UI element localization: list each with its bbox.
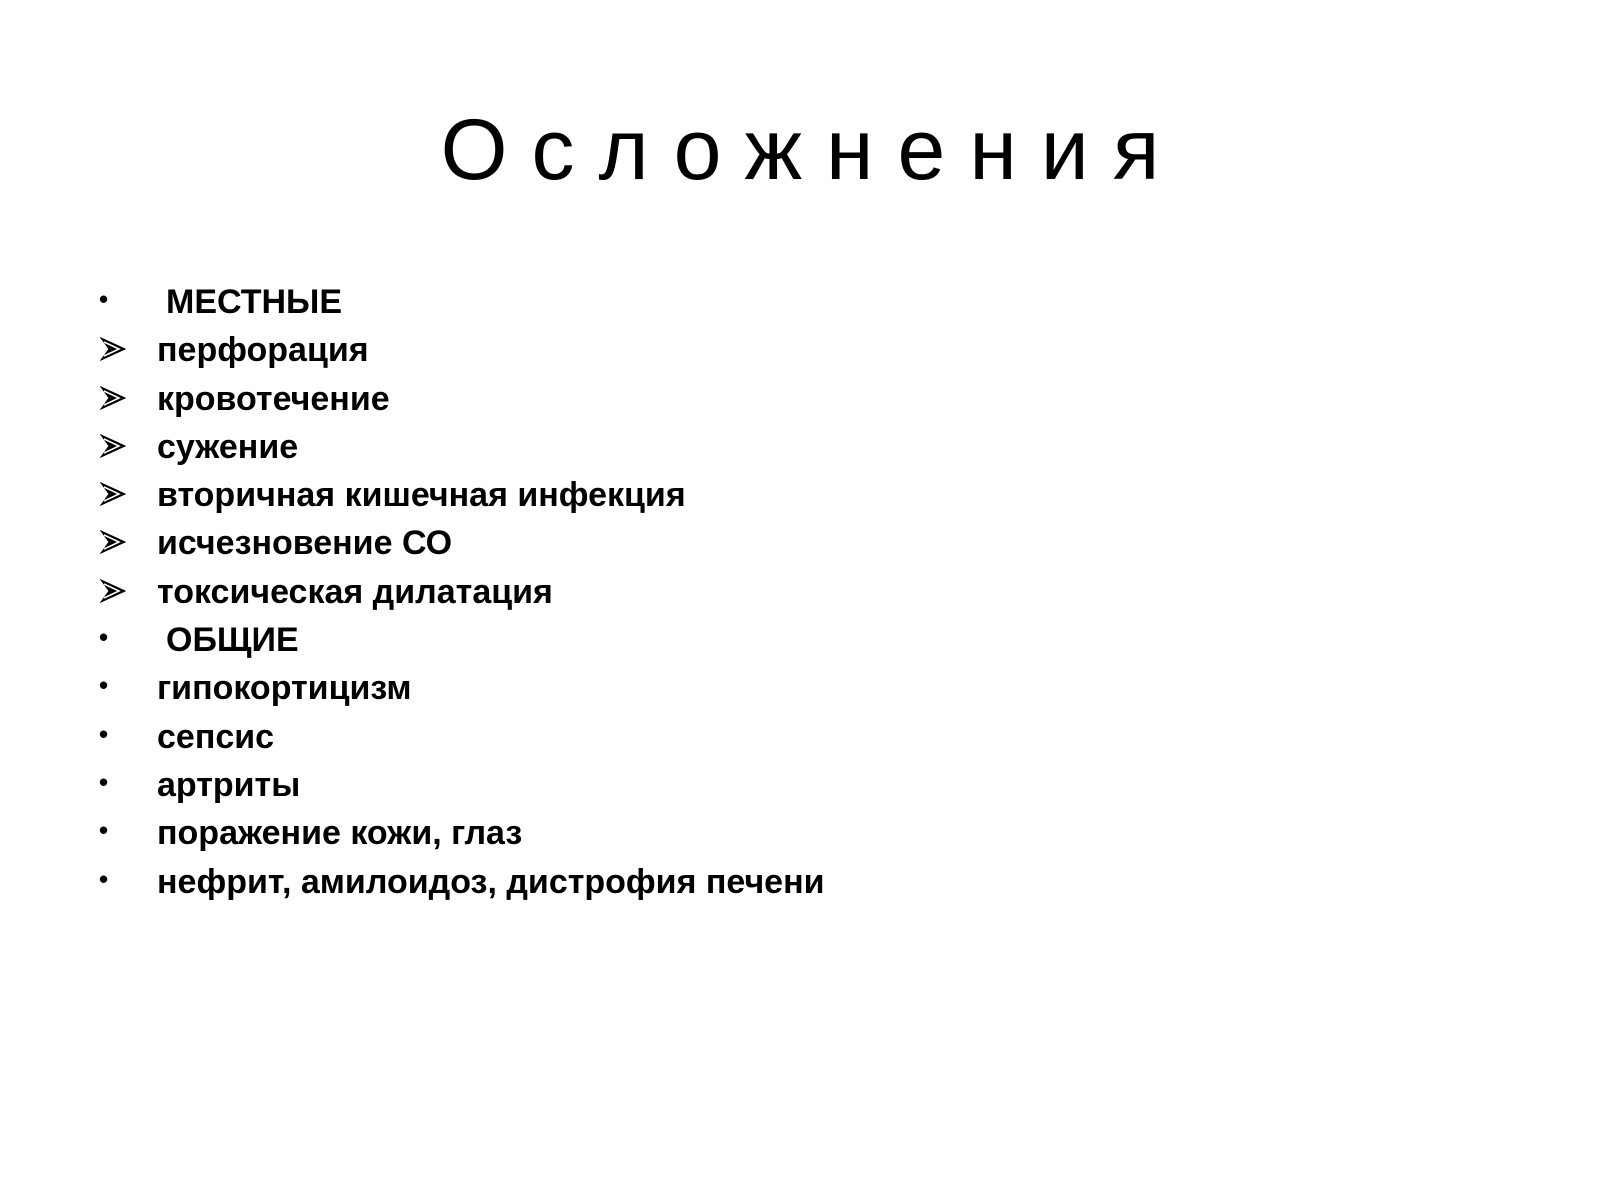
item-text: вторичная кишечная инфекция [157,476,686,515]
item-text: токсическая дилатация [157,572,553,611]
item-text: сужение [157,427,299,466]
section-heading: ОБЩИЕ [166,621,299,660]
item-text: перфорация [157,331,369,370]
item-text: артриты [157,765,301,804]
item-text: нефрит, амилоидоз, дистрофия печени [157,862,825,901]
dot-bullet-icon: • [99,622,109,653]
dot-bullet-icon: • [99,863,109,894]
item-text: поражение кожи, глаз [157,814,523,853]
dot-bullet-icon: • [99,815,109,846]
section-heading: МЕСТНЫЕ [166,283,342,321]
item-text: кровотечение [157,379,390,418]
dot-bullet-icon: • [99,766,109,797]
item-text: сепсис [157,717,275,756]
item-text: гипокортицизм [157,669,412,708]
slide-title: Осложнения [440,102,1184,198]
item-text: исчезновение СО [157,524,453,563]
dot-bullet-icon: • [99,284,109,314]
dot-bullet-icon: • [99,670,109,701]
dot-bullet-icon: • [99,718,109,749]
